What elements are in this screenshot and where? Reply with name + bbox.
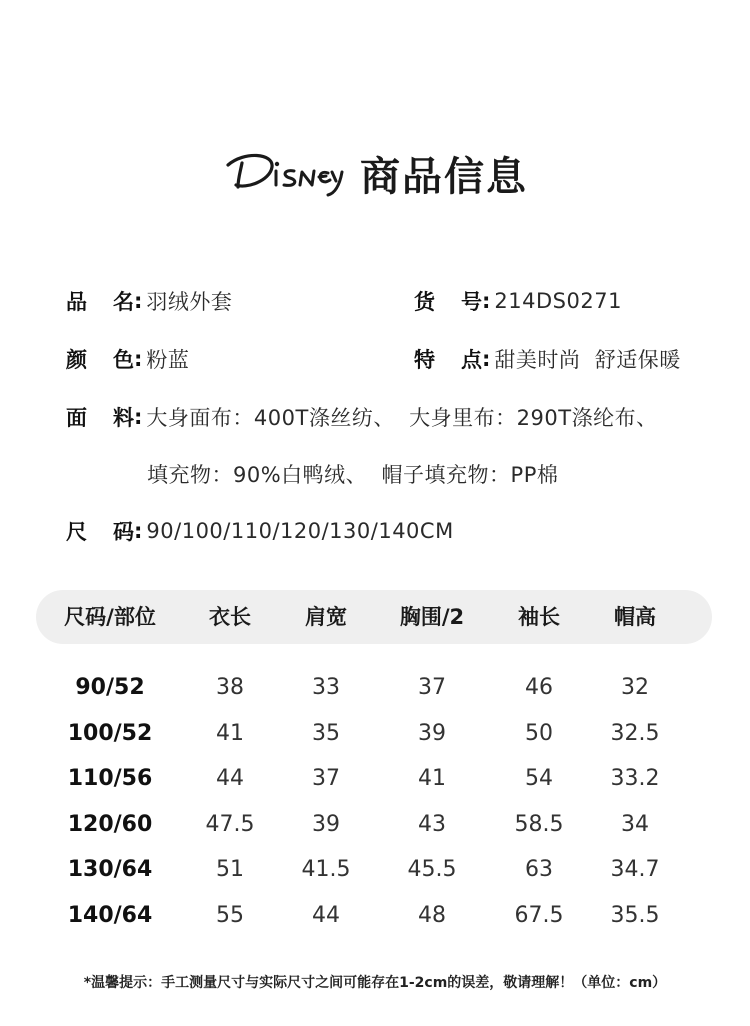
row-size-cell: 130/64 [67, 857, 153, 883]
info-color: 颜 色 : 粉蓝 [66, 344, 189, 374]
th-chest: 胸围/2 [399, 605, 465, 629]
label-size: 尺 码 [66, 520, 134, 544]
measure-cell: 33 [312, 675, 340, 700]
th-sleeve: 袖长 [518, 605, 560, 629]
measure-cell: 46 [525, 675, 553, 700]
value-material-line2: 填充物：90%白鸭绒、 帽子填充物：PP棉 [147, 463, 559, 487]
disney-logo [222, 145, 346, 201]
info-feature: 特 点 : 甜美时尚 舒适保暖 [414, 344, 681, 374]
row-size-cell: 140/64 [67, 903, 153, 928]
measure-cell: 55 [216, 903, 244, 928]
measure-cell: 67.5 [514, 903, 564, 928]
info-name: 品 名 : 羽绒外套 [66, 286, 232, 316]
measure-cell: 43 [418, 811, 446, 837]
measure-cell: 48 [418, 903, 446, 928]
header [0, 138, 750, 208]
measure-cell: 37 [418, 675, 446, 700]
size-table-header [36, 590, 712, 644]
value-color: 粉蓝 [146, 348, 190, 372]
measure-cell: 37 [312, 766, 340, 792]
th-shoulder: 肩宽 [305, 605, 347, 629]
info-item-no: 货 号 : 214DS0271 [414, 286, 622, 316]
measure-cell: 35 [312, 720, 340, 746]
measure-cell: 41 [418, 766, 446, 792]
th-size: 尺码/部位 [64, 605, 156, 629]
th-length: 衣长 [209, 605, 251, 629]
table-row [0, 896, 750, 936]
info-material: 面 料 : 大身面布：400T涤丝纺、 大身里布：290T涤纶布、 [66, 402, 658, 432]
page-title: 商品信息 [360, 153, 528, 200]
measure-cell: 44 [312, 903, 340, 928]
table-row [0, 759, 750, 799]
label-material: 面 料 [66, 406, 134, 430]
measure-cell: 32.5 [610, 720, 660, 746]
value-item-no: 214DS0271 [494, 289, 622, 313]
value-name: 羽绒外套 [146, 290, 233, 314]
label-color: 颜 色 [66, 348, 134, 372]
measure-cell: 58.5 [514, 811, 564, 837]
measure-cell: 35.5 [610, 903, 660, 928]
row-size-cell: 100/52 [67, 720, 153, 746]
measure-cell: 39 [312, 811, 340, 837]
row-size-cell: 120/60 [67, 811, 153, 837]
measure-cell: 44 [216, 766, 244, 792]
measure-cell: 41 [216, 720, 244, 746]
label-feature: 特 点 [414, 348, 482, 372]
measure-cell: 51 [216, 857, 244, 883]
table-row [0, 714, 750, 754]
measure-cell: 47.5 [205, 811, 255, 837]
measure-cell: 34.7 [610, 857, 660, 883]
measure-cell: 32 [621, 675, 649, 700]
measure-cell: 50 [525, 720, 553, 746]
info-size: 尺 码 : 90/100/110/120/130/140CM [66, 516, 454, 546]
info-material-cont [147, 459, 558, 489]
label-item-no: 货 号 [414, 290, 482, 314]
measure-cell: 38 [216, 675, 244, 700]
value-material-line1: 大身面布：400T涤丝纺、 大身里布：290T涤纶布、 [146, 406, 658, 430]
measure-cell: 34 [621, 811, 649, 837]
row-size-cell: 90/52 [75, 675, 145, 700]
table-row [0, 668, 750, 708]
footnote: *温馨提示：手工测量尺寸与实际尺寸之间可能存在1-2cm的误差，敬请理解！（单位：cm） [83, 975, 667, 991]
measure-cell: 41.5 [301, 857, 351, 883]
measure-cell: 63 [525, 857, 553, 883]
measure-cell: 39 [418, 720, 446, 746]
label-name: 品 名 [66, 290, 134, 314]
value-feature: 甜美时尚 舒适保暖 [494, 348, 681, 372]
th-hood: 帽高 [614, 605, 656, 629]
table-row [0, 805, 750, 845]
value-size: 90/100/110/120/130/140CM [146, 519, 454, 543]
row-size-cell: 110/56 [67, 766, 153, 792]
measure-cell: 54 [525, 766, 553, 792]
measure-cell: 33.2 [610, 766, 660, 792]
table-row [0, 850, 750, 890]
measure-cell: 45.5 [407, 857, 457, 883]
